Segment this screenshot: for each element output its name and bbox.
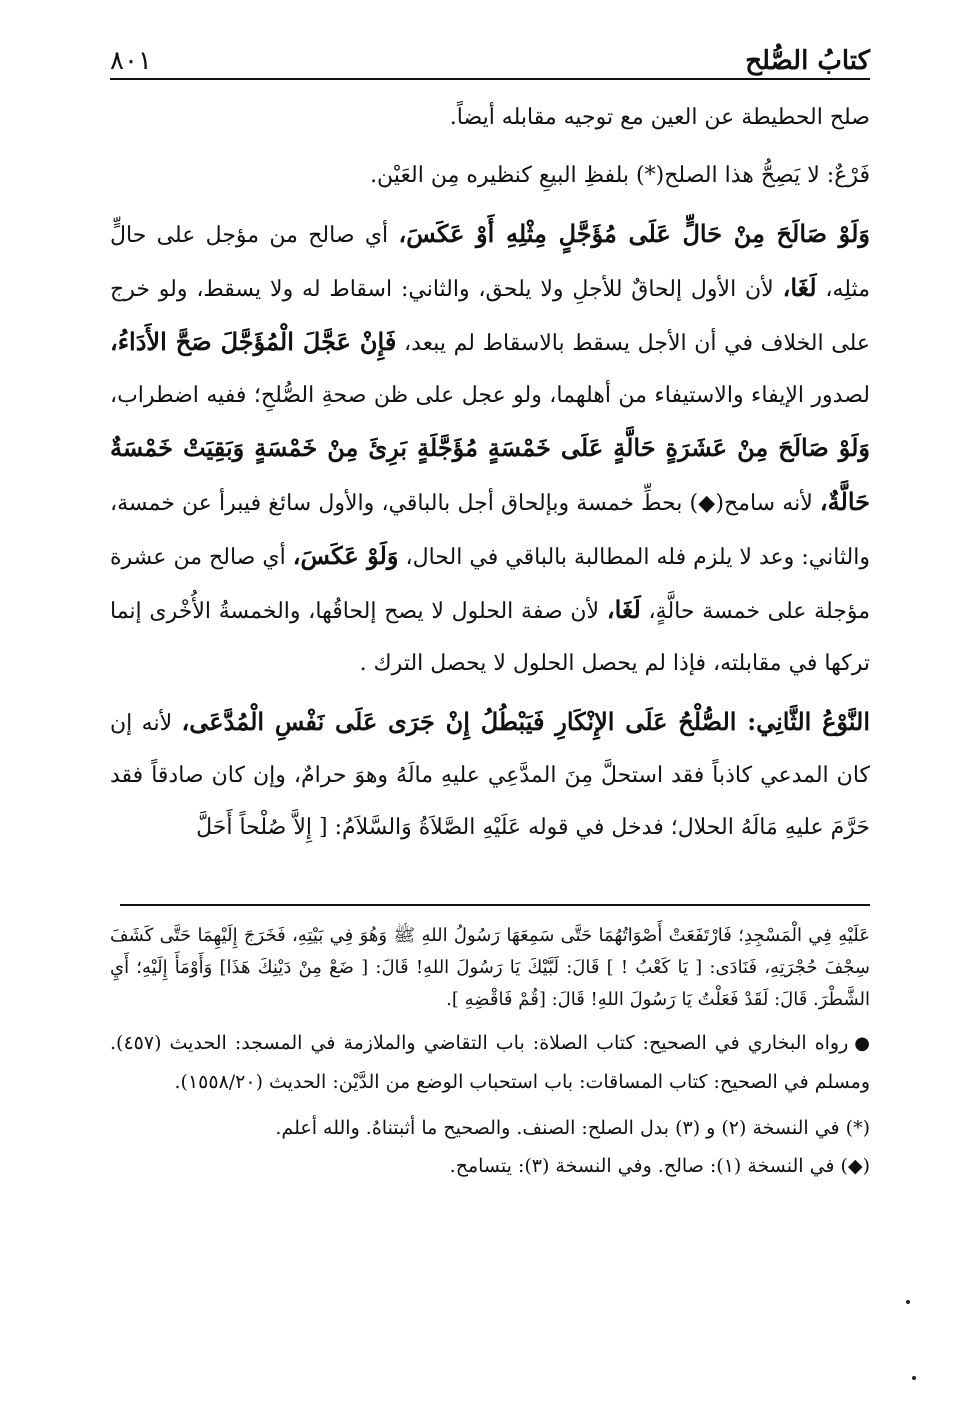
sharh-3: لصدور الإيفاء والاستيفاء من أهلهما، ولو عجل على ظن صحةِ الصُّلحِ؛ ففيه اضطراب،: [110, 383, 870, 408]
sharh-2: لأن الأول إلحاقٌ للأجلِ ولا يلحق، والثاني: اسقاط له ولا يسقط، ولو خرج على الخلاف في أن الأجل يسقط بالاسقاط لم يبعد،: [110, 277, 871, 356]
bullet-circle-icon: ●: [854, 1033, 870, 1054]
footnotes: [110, 920, 870, 1183]
hadith-source: [110, 1024, 870, 1101]
matn-3: فَإِنْ عَجَّلَ الْمُؤَجَّلَ صَحَّ الأَدَاءُ،: [110, 327, 397, 356]
sharh-5: أي صالح من عشرة مؤجلة على خمسة حالَّةٍ،: [110, 545, 870, 624]
paragraph-3: [110, 208, 870, 690]
sharh-6: لأن صفة الحلول لا يصح إلحاقُها، والخمسةُ الأُخْرى إنما تركها في مقابلته، فإذا لم يحصل الحلول لا يحصل الترك .: [110, 599, 870, 676]
matn-7: النَّوْعُ الثَّانِي: الصُّلْحُ عَلَى الإِنْكَارِ فَيَبْطُلُ إِنْ جَرَى عَلَى نَفْسِ الْمُدَّعَى،: [181, 707, 871, 736]
footnote-diamond: (◆) في النسخة (١): صالح. وفي النسخة (٣): يتسامح.: [449, 1155, 870, 1177]
matn-5: وَلَوْ عَكَسَ،: [292, 541, 399, 570]
sharh-7: لأنه إن كان المدعي كاذباً فقد استحلَّ مِنَ المدَّعِي عليهِ مالَهُ وهوَ حرامٌ، وإن كان صادقاً فقد حَرَّمَ عليهِ مَالَهُ الحلال؛ فدخل في قوله عَلَيْهِ الصَّلاَةُ وَالسَّلاَمُ: [ إِلاَّ صُلْحاً أَحَلَّ: [110, 711, 870, 840]
stray-dot: [906, 1300, 910, 1304]
matn-1: وَلَوْ صَالَحَ مِنْ حَالٍّ عَلَى مُؤَجَّلٍ مِثْلِهِ أَوْ عَكَسَ،: [398, 219, 870, 248]
page-number: ٨٠١: [110, 46, 152, 76]
matn-4: وَلَوْ صَالَحَ مِنْ عَشَرَةٍ حَالَّةٍ عَلَى خَمْسَةٍ مُؤَجَّلَةٍ بَرِئَ مِنْ خَمْسَةٍ وَبَقِيَتْ خَمْسَةٌ حَالَّةٌ،: [110, 433, 870, 516]
matn-6: لَغَا،: [606, 595, 641, 624]
paragraph-2: [110, 150, 870, 202]
hadith-continuation: عَلَيْهِ فِي الْمَسْجِدِ؛ فَارْتَفَعَتْ أَصْوَاتُهُمَا حَتَّى سَمِعَهَا رَسُولُ اللهِ ﷺ وَهُوَ فِي بَيْتِهِ، فَخَرَجَ إِلَيْهِمَا حَتَّى كَشَفَ سِجْفَ حُجْرَتِهِ، فَنَادَى: [ يَا كَعْبُ ! ] قَالَ: لَبَّيْكَ يَا رَسُولَ اللهِ! قَالَ: [ ضَعْ مِنْ دَيْنِكَ هَذَا] وَأَوْمَأَ إِلَيْهِ؛ أَيِ الشَّطْرَ. قَالَ: لَقَدْ فَعَلْتُ يَا رَسُولَ اللهِ! قَالَ: [قُمْ فَاقْضِهِ ].: [110, 925, 870, 1010]
page-header: [110, 30, 870, 80]
hadith-source-text: رواه البخاري في الصحيح: كتاب الصلاة: باب التقاضي والملازمة في المسجد: الحديث (٤٥٧). ومسلم في الصحيح: كتاب المساقات: باب استحباب الوضع من الدَّيْن: الحديث (١٥٥٨/٢٠).: [110, 1032, 870, 1093]
paragraph-2-text: لا يَصِحُّ هذا الصلح(*) بلفظِ البيعِ كنظيره مِن العَيْن.: [370, 163, 820, 188]
paragraph-1-text: صلح الحطيطة عن العين مع توجيه مقابله أيضاً.: [449, 105, 870, 130]
far-label: فَرْعٌ:: [826, 163, 870, 188]
sharh-4: لأنه سامح(◆) بحطِّ خمسة وبإلحاق أجل بالباقي، والأول سائغ فيبرأ عن خمسة، والثاني: وعد لا يلزم فله المطالبة بالباقي في الحال،: [110, 491, 870, 570]
stray-dot: [912, 1376, 916, 1380]
footnote-star: (*) في النسخة (٢) و (٣) بدل الصلح: الصنف. والصحيح ما أثبتناهُ. والله أعلم.: [275, 1117, 870, 1139]
footnote-divider: [120, 904, 870, 906]
matn-2: لَغَا،: [782, 273, 817, 302]
sharh-1: أي صالح من مؤجل على حالٍّ مثلِه،: [110, 223, 870, 302]
chapter-title: كتابُ الصُّلح: [745, 46, 870, 76]
main-text: [110, 92, 870, 854]
paragraph-1: [110, 92, 870, 144]
paragraph-4: [110, 696, 870, 854]
